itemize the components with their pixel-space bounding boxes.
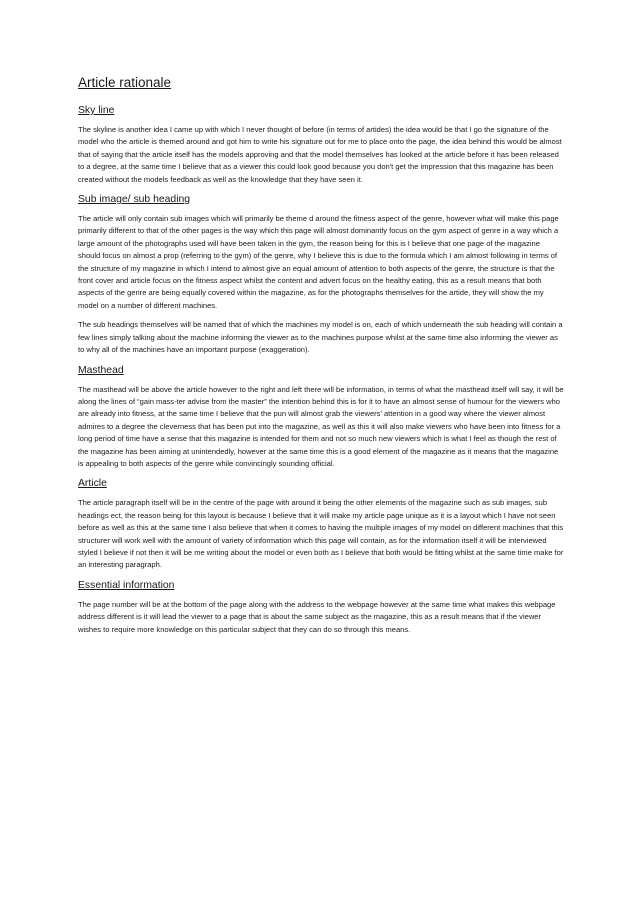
- section-heading-article: Article: [78, 478, 107, 490]
- paragraph: The sub headings themselves will be named that of which the machines my model is on, each of which underneath the sub heading will contain a few lines simply talking about the machine informing the viewer as to the machines purpose whilst at the same time also informing the viewer as to why all of the machines have an important purpose (exaggeration).: [78, 320, 563, 355]
- section-heading-essential-information: Essential information: [78, 579, 175, 591]
- section-essential-information: [78, 579, 564, 636]
- section-masthead: [78, 364, 564, 471]
- section-article: [78, 477, 564, 571]
- paragraph: The skyline is another idea I came up with which I never thought of before (in terms of artides) the idea would be that I go the signature of the model who the article is themed around and got him to write his signature out for me to place onto the page, the idea behind this would be almost that of saying that the article itself has the models approving and that the model themselves has looked at the article before it has been released to a degree, at the same time I believe that as a viewer this could look good because you don't get the impression that this magazine has been created without the models feedback as well as the knowledge that they have seen it.: [78, 125, 562, 184]
- paragraph: The article will only contain sub images which will primarily be theme d around the fitness aspect of the genre, however what will make this page primarily different to that of the other pages is the way which this page will almost dominantly focus on the gym aspect of genre in a way which a large amount of the photographs used will have been taken in the gym, the reason being for this is I believe that one page of the magazine should focus on almost a prop (referring to the gym) of the genre, why I believe this is due to the formula which I am almost following in terms of the structure of my magazine in which I intend to almost give an equal amount of attention to both aspects of the genre, the structure is that the front cover and article focus on the fitness aspect whilst the content and advert focus on the healthy eating, this as a result means that both aspects of the genre are being equally covered within the magazine, as for the photographs themselves for the artide, they will show the my model on a number of different machines.: [78, 214, 559, 310]
- section-sky-line: [78, 104, 564, 186]
- paragraph: The article paragraph itself will be in the centre of the page with around it being the other elements of the magazine such as sub images, sub headings ect, the reason being for this layout is because I believe that it will make my article page unique as it is a layout which I have not seen before as well as this at the same time I also believe that when it comes to having the multiple images of my model on different machines that this structurer will work well with the amount of variety of information which this page will contain, as for the information itself it will be interviewed styled I believe if not then it will be me writing about the model or even both as I believe that both would be fitting whilst at the same time make for an interesting paragraph.: [78, 498, 564, 570]
- document-page: [78, 74, 564, 643]
- section-heading-masthead: Masthead: [78, 364, 124, 376]
- section-heading-sub-image: Sub image/ sub heading: [78, 194, 191, 206]
- document-title: Article rationale: [78, 75, 172, 90]
- paragraph: The page number will be at the bottom of the page along with the address to the webpage however at the same time what makes this webpage address different is it will lead the viewer to a page that is about the same subject as the magazine, this as a result means that if the viewer wishes to require more knowledge on this particular subject that they can do so through this means.: [78, 599, 556, 634]
- section-sub-image-sub-heading: [78, 193, 564, 356]
- paragraph: The masthead will be above the article however to the right and left there will be information, in terms of what the masthead itself will say, it will be along the lines of “gain mass-ter advise from the master” the intention behind this is for it to have an almost sense of humour for the viewers who are already into fitness, at the same time I believe that the pun will almost grab the viewers' attention in a good way where the viewer almost admires to a degree the cleverness that has been put into the magazine, as well as this it will also make viewers who have been into fitness for a long period of time have a sense that this magazine is intended for them and not so much new viewers which is what I feel as though the rest of the magazine has been aiming at unintendedly, however at the same time this is a good element of the magazine as it means that the magazine is appealing to both aspects of the genre while convincingly sounding official.: [78, 384, 564, 468]
- section-heading-sky-line: Sky line: [78, 105, 115, 116]
